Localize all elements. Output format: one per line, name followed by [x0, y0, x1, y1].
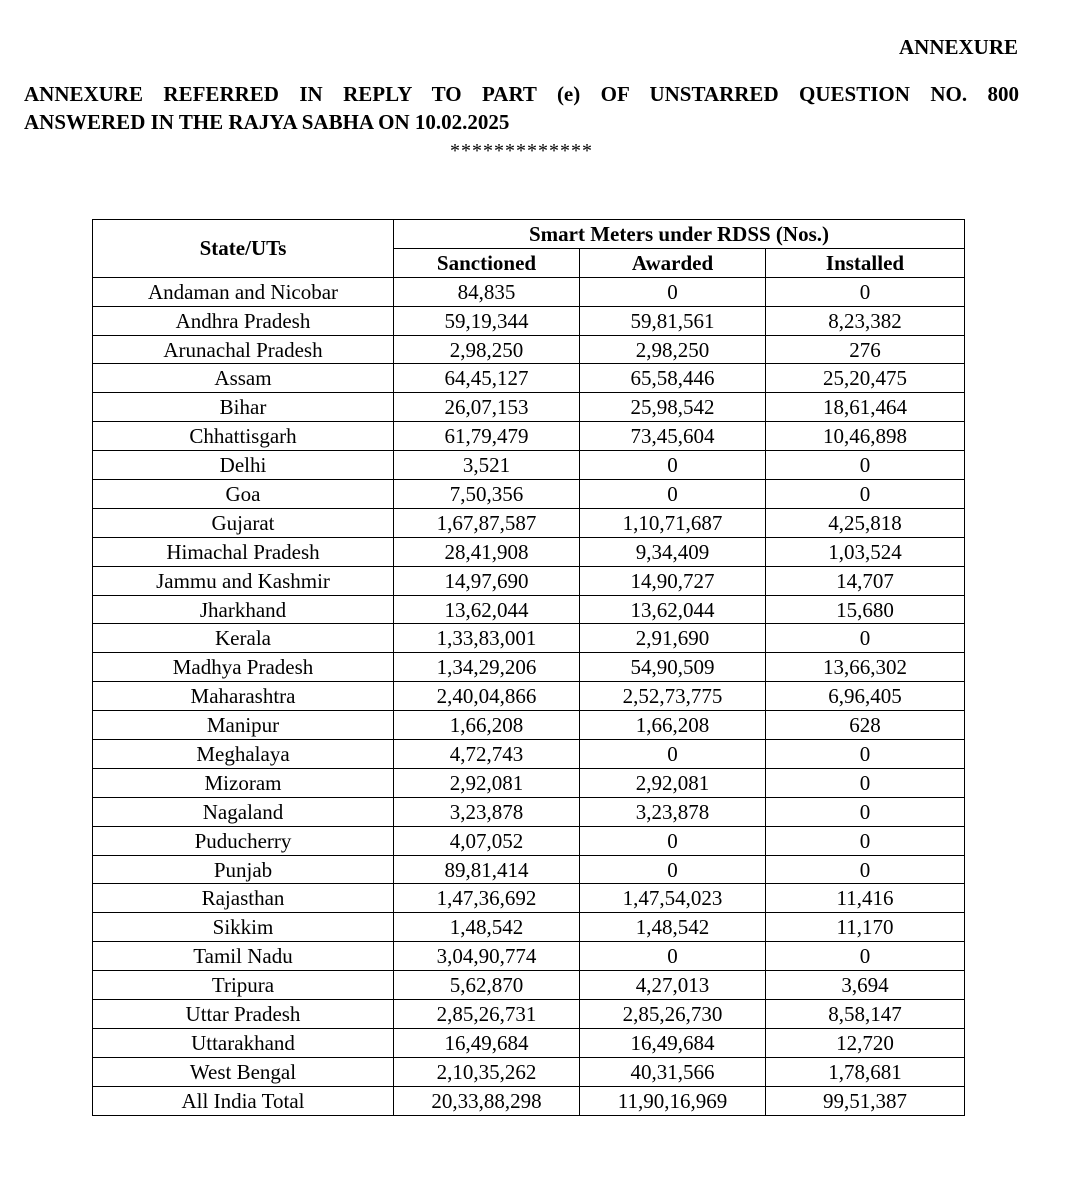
- installed-cell: 628: [766, 711, 965, 740]
- state-cell: Delhi: [93, 451, 394, 480]
- table-row: [93, 826, 965, 855]
- state-cell: Andaman and Nicobar: [93, 277, 394, 306]
- state-cell: Jammu and Kashmir: [93, 566, 394, 595]
- installed-cell: 0: [766, 768, 965, 797]
- awarded-cell: 1,48,542: [580, 913, 766, 942]
- awarded-cell: 13,62,044: [580, 595, 766, 624]
- annexure-label: ANNEXURE: [898, 35, 1018, 59]
- state-cell: Bihar: [93, 393, 394, 422]
- installed-cell: 15,680: [766, 595, 965, 624]
- sanctioned-cell: 2,98,250: [394, 335, 580, 364]
- installed-column-header: Installed: [766, 248, 965, 277]
- table-row: [93, 508, 965, 537]
- state-cell: Nagaland: [93, 797, 394, 826]
- state-cell: Andhra Pradesh: [93, 306, 394, 335]
- awarded-cell: 25,98,542: [580, 393, 766, 422]
- table-body: [93, 277, 965, 1115]
- table-row: [93, 797, 965, 826]
- installed-cell: 18,61,464: [766, 393, 965, 422]
- installed-cell: 11,416: [766, 884, 965, 913]
- installed-cell: 0: [766, 451, 965, 480]
- installed-cell: 0: [766, 740, 965, 769]
- awarded-cell: 0: [580, 826, 766, 855]
- document-heading: [24, 80, 1019, 136]
- installed-cell: 12,720: [766, 1028, 965, 1057]
- table-row: [93, 913, 965, 942]
- table-row: [93, 768, 965, 797]
- awarded-cell: 0: [580, 277, 766, 306]
- awarded-cell: 9,34,409: [580, 537, 766, 566]
- state-cell: West Bengal: [93, 1057, 394, 1086]
- state-cell: Sikkim: [93, 913, 394, 942]
- state-cell: Tripura: [93, 971, 394, 1000]
- sanctioned-column-header: Sanctioned: [394, 248, 580, 277]
- sanctioned-cell: 2,85,26,731: [394, 1000, 580, 1029]
- sanctioned-cell: 3,521: [394, 451, 580, 480]
- sanctioned-cell: 7,50,356: [394, 480, 580, 509]
- sanctioned-cell: 61,79,479: [394, 422, 580, 451]
- smart-meters-table: [92, 219, 965, 1116]
- state-cell: Punjab: [93, 855, 394, 884]
- installed-cell: 8,23,382: [766, 306, 965, 335]
- installed-cell: 6,96,405: [766, 682, 965, 711]
- table-row: [93, 422, 965, 451]
- sanctioned-cell: 1,48,542: [394, 913, 580, 942]
- installed-cell: 0: [766, 826, 965, 855]
- sanctioned-cell: 59,19,344: [394, 306, 580, 335]
- state-cell: Maharashtra: [93, 682, 394, 711]
- table-header: [93, 220, 965, 278]
- sanctioned-cell: 26,07,153: [394, 393, 580, 422]
- table-row: [93, 566, 965, 595]
- table-row: [93, 364, 965, 393]
- awarded-cell: 14,90,727: [580, 566, 766, 595]
- table-row: [93, 306, 965, 335]
- table-row: [93, 942, 965, 971]
- table-row: [93, 971, 965, 1000]
- sanctioned-cell: 1,67,87,587: [394, 508, 580, 537]
- group-column-header: Smart Meters under RDSS (Nos.): [394, 220, 965, 249]
- awarded-column-header: Awarded: [580, 248, 766, 277]
- table-row: [93, 393, 965, 422]
- installed-cell: 0: [766, 480, 965, 509]
- table-row: [93, 624, 965, 653]
- state-column-header: State/UTs: [93, 220, 394, 278]
- sanctioned-cell: 16,49,684: [394, 1028, 580, 1057]
- installed-cell: 14,707: [766, 566, 965, 595]
- table-row: [93, 335, 965, 364]
- heading-line-2: ANSWERED IN THE RAJYA SABHA ON 10.02.2025: [24, 110, 510, 134]
- awarded-cell: 1,47,54,023: [580, 884, 766, 913]
- sanctioned-cell: 89,81,414: [394, 855, 580, 884]
- sanctioned-cell: 14,97,690: [394, 566, 580, 595]
- sanctioned-cell: 84,835: [394, 277, 580, 306]
- table-row: [93, 855, 965, 884]
- awarded-cell: 11,90,16,969: [580, 1086, 766, 1115]
- sanctioned-cell: 1,66,208: [394, 711, 580, 740]
- awarded-cell: 2,91,690: [580, 624, 766, 653]
- table-row: [93, 653, 965, 682]
- state-cell: Meghalaya: [93, 740, 394, 769]
- sanctioned-cell: 1,47,36,692: [394, 884, 580, 913]
- state-cell: Gujarat: [93, 508, 394, 537]
- installed-cell: 276: [766, 335, 965, 364]
- state-cell: Rajasthan: [93, 884, 394, 913]
- state-cell: Mizoram: [93, 768, 394, 797]
- table-row: [93, 277, 965, 306]
- sanctioned-cell: 1,34,29,206: [394, 653, 580, 682]
- separator-stars: *************: [450, 140, 593, 162]
- installed-cell: 1,78,681: [766, 1057, 965, 1086]
- sanctioned-cell: 2,40,04,866: [394, 682, 580, 711]
- awarded-cell: 2,85,26,730: [580, 1000, 766, 1029]
- sanctioned-cell: 4,07,052: [394, 826, 580, 855]
- table-row: [93, 537, 965, 566]
- state-cell: Himachal Pradesh: [93, 537, 394, 566]
- table-row: [93, 1000, 965, 1029]
- installed-cell: 0: [766, 624, 965, 653]
- awarded-cell: 65,58,446: [580, 364, 766, 393]
- state-cell: Goa: [93, 480, 394, 509]
- awarded-cell: 2,52,73,775: [580, 682, 766, 711]
- state-cell: Arunachal Pradesh: [93, 335, 394, 364]
- installed-cell: 11,170: [766, 913, 965, 942]
- state-cell: Kerala: [93, 624, 394, 653]
- state-cell: Assam: [93, 364, 394, 393]
- state-cell: Jharkhand: [93, 595, 394, 624]
- awarded-cell: 1,66,208: [580, 711, 766, 740]
- table-row: [93, 1028, 965, 1057]
- installed-cell: 8,58,147: [766, 1000, 965, 1029]
- awarded-cell: 3,23,878: [580, 797, 766, 826]
- state-cell: Tamil Nadu: [93, 942, 394, 971]
- installed-cell: 10,46,898: [766, 422, 965, 451]
- sanctioned-cell: 3,23,878: [394, 797, 580, 826]
- installed-cell: 1,03,524: [766, 537, 965, 566]
- awarded-cell: 1,10,71,687: [580, 508, 766, 537]
- awarded-cell: 0: [580, 480, 766, 509]
- sanctioned-cell: 5,62,870: [394, 971, 580, 1000]
- sanctioned-cell: 64,45,127: [394, 364, 580, 393]
- sanctioned-cell: 13,62,044: [394, 595, 580, 624]
- installed-cell: 99,51,387: [766, 1086, 965, 1115]
- awarded-cell: 0: [580, 855, 766, 884]
- heading-line-1: ANNEXURE REFERRED IN REPLY TO PART (e) OF UNSTARRED QUESTION NO. 800: [24, 82, 1019, 106]
- table-row: [93, 884, 965, 913]
- installed-cell: 0: [766, 797, 965, 826]
- table-row: [93, 682, 965, 711]
- awarded-cell: 0: [580, 740, 766, 769]
- state-cell: All India Total: [93, 1086, 394, 1115]
- awarded-cell: 40,31,566: [580, 1057, 766, 1086]
- table-row: [93, 1057, 965, 1086]
- sanctioned-cell: 28,41,908: [394, 537, 580, 566]
- installed-cell: 4,25,818: [766, 508, 965, 537]
- state-cell: Uttarakhand: [93, 1028, 394, 1057]
- installed-cell: 0: [766, 277, 965, 306]
- awarded-cell: 2,92,081: [580, 768, 766, 797]
- total-row: [93, 1086, 965, 1115]
- table-row: [93, 740, 965, 769]
- table-row: [93, 711, 965, 740]
- awarded-cell: 0: [580, 942, 766, 971]
- sanctioned-cell: 2,10,35,262: [394, 1057, 580, 1086]
- sanctioned-cell: 3,04,90,774: [394, 942, 580, 971]
- awarded-cell: 73,45,604: [580, 422, 766, 451]
- installed-cell: 25,20,475: [766, 364, 965, 393]
- awarded-cell: 59,81,561: [580, 306, 766, 335]
- state-cell: Uttar Pradesh: [93, 1000, 394, 1029]
- sanctioned-cell: 20,33,88,298: [394, 1086, 580, 1115]
- installed-cell: 0: [766, 942, 965, 971]
- installed-cell: 0: [766, 855, 965, 884]
- sanctioned-cell: 4,72,743: [394, 740, 580, 769]
- sanctioned-cell: 2,92,081: [394, 768, 580, 797]
- table-row: [93, 595, 965, 624]
- awarded-cell: 0: [580, 451, 766, 480]
- sanctioned-cell: 1,33,83,001: [394, 624, 580, 653]
- state-cell: Puducherry: [93, 826, 394, 855]
- awarded-cell: 4,27,013: [580, 971, 766, 1000]
- awarded-cell: 54,90,509: [580, 653, 766, 682]
- state-cell: Manipur: [93, 711, 394, 740]
- installed-cell: 3,694: [766, 971, 965, 1000]
- state-cell: Chhattisgarh: [93, 422, 394, 451]
- awarded-cell: 16,49,684: [580, 1028, 766, 1057]
- installed-cell: 13,66,302: [766, 653, 965, 682]
- state-cell: Madhya Pradesh: [93, 653, 394, 682]
- table-row: [93, 480, 965, 509]
- table-row: [93, 451, 965, 480]
- awarded-cell: 2,98,250: [580, 335, 766, 364]
